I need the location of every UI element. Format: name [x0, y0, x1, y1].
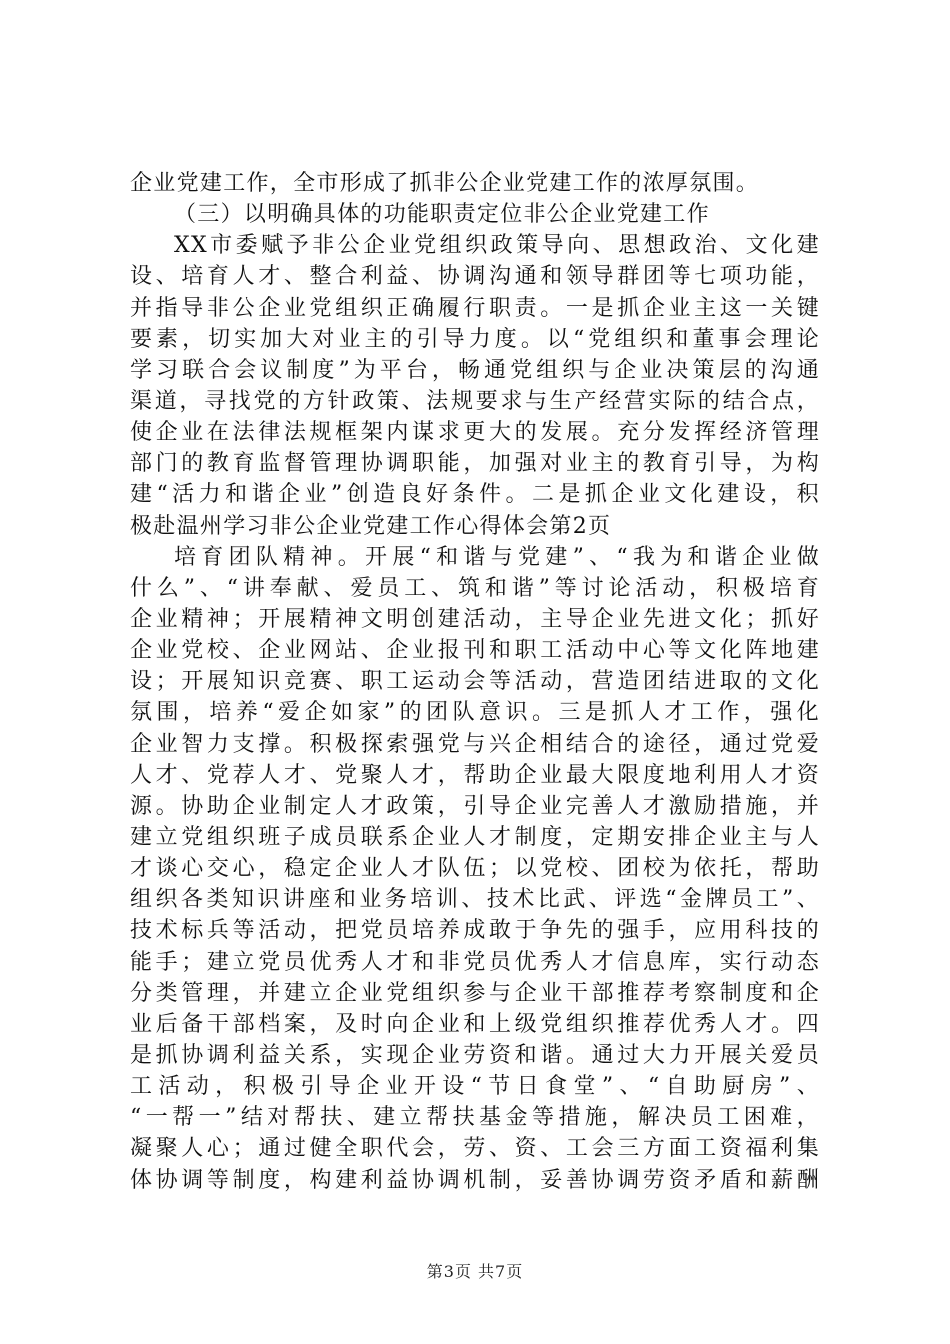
text-line: 才谈心交心，稳定企业人才队伍；以党校、团校为依托，帮助	[130, 856, 820, 882]
text-line: 是抓协调利益关系，实现企业劳资和谐。通过大力开展关爱员	[130, 1042, 820, 1068]
text-line: 培育团队精神。开展“和谐与党建”、“我为和谐企业做	[174, 544, 820, 570]
text-line: 企业精神；开展精神文明创建活动，主导企业先进文化；抓好	[130, 606, 820, 632]
page-footer: 第3页 共7页	[426, 1262, 524, 1281]
text-line: 分类管理，并建立企业党组织参与企业干部推荐考察制度和企	[130, 980, 820, 1006]
text-line: 体协调等制度，构建利益协调机制，妥善协调劳资矛盾和薪酬	[130, 1167, 820, 1193]
text-line: 组织各类知识讲座和业务培训、技术比武、评选“金牌员工”、	[130, 887, 820, 913]
text-line: 部门的教育监督管理协调职能，加强对业主的教育引导，为构	[130, 451, 820, 477]
text-line: 人才、党荐人才、党聚人才，帮助企业最大限度地利用人才资	[130, 762, 820, 788]
text-line: 工活动，积极引导企业开设“节日食堂”、“自助厨房”、	[130, 1074, 820, 1100]
text-line: （三）以明确具体的功能职责定位非公企业党建工作	[174, 202, 710, 228]
text-line: 业后备干部档案，及时向企业和上级党组织推荐优秀人才。四	[130, 1011, 820, 1037]
text-line: XX市委赋予非公企业党组织政策导向、思想政治、文化建	[174, 233, 820, 259]
text-line: 技术标兵等活动，把党员培养成敢于争先的强手，应用科技的	[130, 918, 820, 944]
text-line: 建立党组织班子成员联系企业人才制度，定期安排企业主与人	[130, 824, 820, 850]
text-line: 渠道，寻找党的方针政策、法规要求与生产经营实际的结合点，	[130, 388, 820, 414]
text-line: 要素，切实加大对业主的引导力度。以“党组织和董事会理论	[130, 326, 820, 352]
text-line: 建“活力和谐企业”创造良好条件。二是抓企业文化建设，积	[130, 482, 820, 508]
text-line: 氛围，培养“爱企如家”的团队意识。三是抓人才工作，强化	[130, 700, 820, 726]
text-line: 企业智力支撑。积极探索强党与兴企相结合的途径，通过党爱	[130, 731, 820, 757]
text-line: 能手；建立党员优秀人才和非党员优秀人才信息库，实行动态	[130, 949, 820, 975]
text-line: 极赴温州学习非公企业党建工作心得体会第2页	[130, 513, 612, 539]
document-body	[130, 168, 820, 1196]
text-line: 企业党校、企业网站、企业报刊和职工活动中心等文化阵地建	[130, 638, 820, 664]
text-line: 企业党建工作，全市形成了抓非公企业党建工作的浓厚氛围。	[130, 171, 760, 196]
text-line: 使企业在法律法规框架内谋求更大的发展。充分发挥经济管理	[130, 420, 820, 446]
text-line: 设、培育人才、整合利益、协调沟通和领导群团等七项功能，	[130, 264, 820, 290]
text-line: 设；开展知识竞赛、职工运动会等活动，营造团结进取的文化	[130, 669, 820, 695]
text-line: 并指导非公企业党组织正确履行职责。一是抓企业主这一关键	[130, 295, 820, 321]
text-line: “一帮一”结对帮扶、建立帮扶基金等措施，解决员工困难，	[130, 1105, 820, 1131]
text-line: 凝聚人心；通过健全职代会，劳、资、工会三方面工资福利集	[130, 1136, 820, 1162]
text-line: 什么”、“讲奉献、爱员工、筑和谐”等讨论活动，积极培育	[130, 575, 820, 601]
text-line: 学习联合会议制度”为平台，畅通党组织与企业决策层的沟通	[130, 357, 820, 383]
text-line: 源。协助企业制定人才政策，引导企业完善人才激励措施，并	[130, 793, 820, 819]
